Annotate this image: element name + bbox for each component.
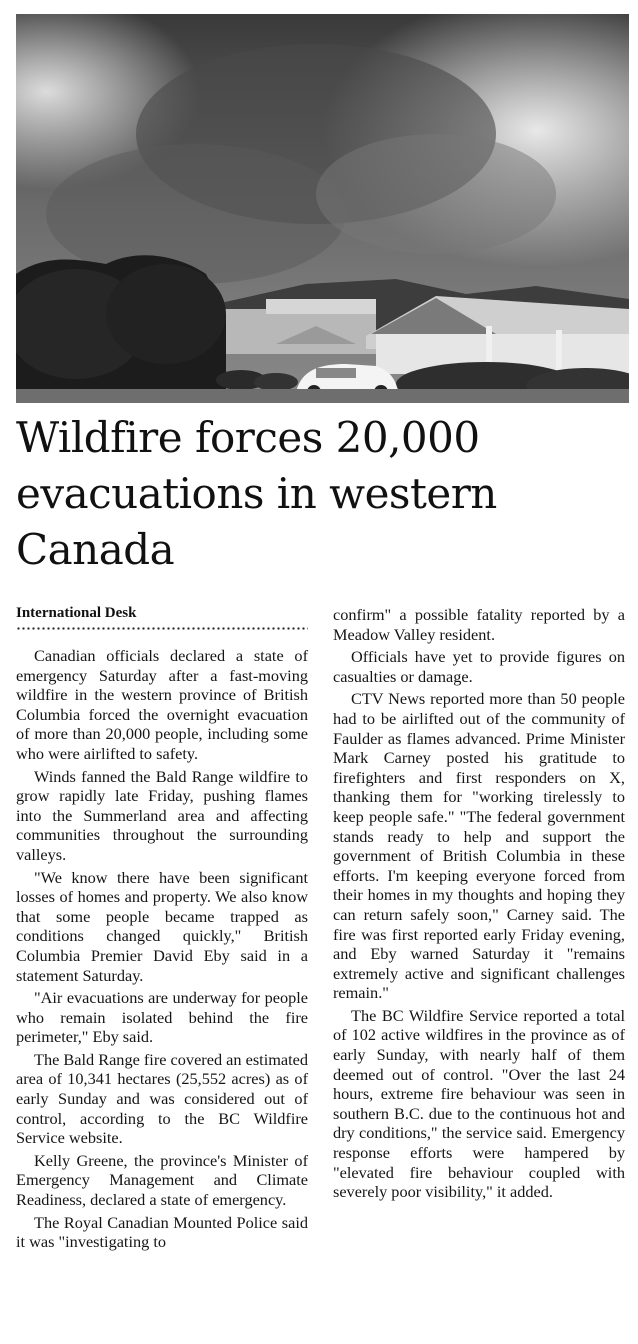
article-paragraph: The Bald Range fire covered an estimated area of 10,341 hectares (25,552 acres) as of early Sunday and was considered out of control, according to the BC Wildfire Service website. [16,1049,308,1148]
headline: Wildfire forces 20,000 evacuations in western Canada [16,413,497,574]
article-paragraph: "Air evacuations are underway for people who remain isolated behind the fire perimeter," Eby said. [16,988,308,1047]
photo-illustration [16,14,629,403]
article-paragraph-continued: confirm" a possible fatality reported by a Meadow Valley resident. [333,605,625,644]
article-paragraph: Winds fanned the Bald Range wildfire to grow rapidly late Friday, pushing flames into the Summerland area and affecting communities throughout the surrounding valleys. [16,766,308,864]
article-paragraph: The Royal Canadian Mounted Police said it was "investigating to [16,1212,308,1252]
desk-byline: International Desk [16,605,137,621]
article-paragraph: Officials have yet to provide figures on casualties or damage. [333,647,625,686]
article-paragraph: CTV News reported more than 50 people had to be airlifted out of the community of Faulder as flames advanced. Prime Minister Mark Carney posted his gratitude to firefighters and first responders on X, thanking them for "working tirelessly to keep people safe." "The federal government stands ready to help and support the government of British Columbia in these efforts. I'm keeping everyone forced from their homes in my thoughts and hoping they can return safely soon," Carney said. The fire was first reported early Friday evening, and Eby warned Saturday it "remains extremely active and significant challenges remain." [333,689,625,1003]
article-paragraph: Canadian officials declared a state of emergency Saturday after a fast-moving wildfire in the western province of British Columbia forced the overnight evacuation of more than 20,000 people, including some who were airlifted to safety. [16,646,308,763]
article-column-1 [16,646,308,1255]
news-photo-wildfire-smoke [16,14,629,403]
article-paragraph: The BC Wildfire Service reported a total of 102 active wildfires in the province as of early Sunday, with nearly half of them deemed out of control. "Over the last 24 hours, extreme fire behaviour was seen in southern B.C. due to the continuous hot and dry conditions," the service said. Emergency response efforts were hampered by "elevated fire behaviour coupled with severely poor visibility," it added. [333,1005,625,1202]
article-paragraph: "We know there have been significant losses of homes and property. We also know that some people became trapped as conditions changed quickly," British Columbia Premier David Eby said in a statement Saturday. [16,867,308,985]
dotted-divider [16,627,308,630]
article-paragraph: Kelly Greene, the province's Minister of Emergency Management and Climate Readiness, declared a state of emergency. [16,1150,308,1210]
article-column-2 [333,605,625,1205]
